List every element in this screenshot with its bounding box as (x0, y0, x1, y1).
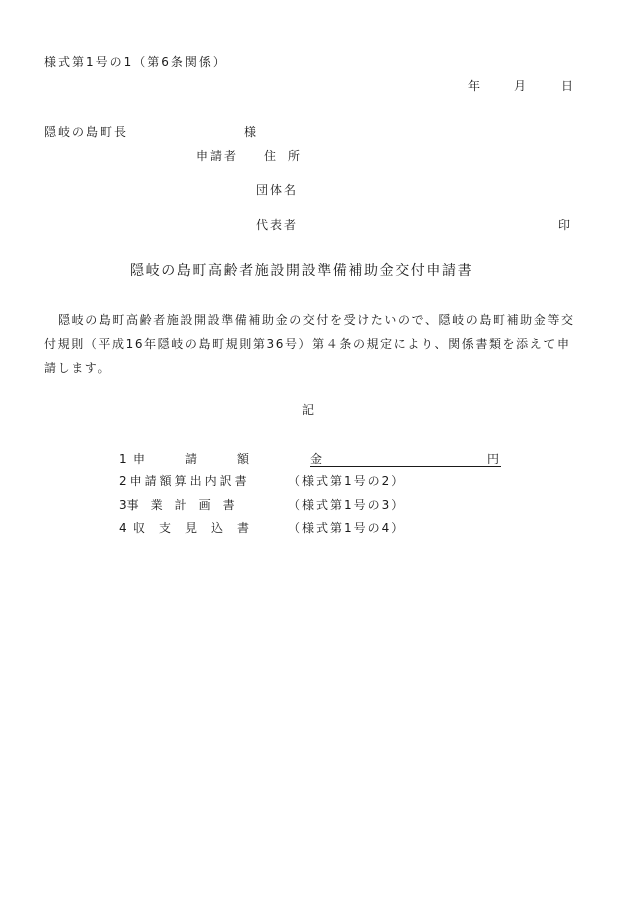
document-title: 隠岐の島町高齢者施設開設準備補助金交付申請書 (130, 263, 474, 279)
seal-label: 印 (558, 218, 571, 232)
item-label-char: 申 (133, 452, 146, 466)
item-breakdown: 2申請額算出内訳書 (119, 474, 250, 488)
item-business-plan: 3事 業 計 画 書 (119, 498, 235, 512)
form-reference: 様式第1号の1（第6条関係） (44, 55, 227, 69)
item-label-char: 請 (185, 452, 198, 466)
addressee-honorific: 様 (244, 125, 257, 139)
item-label-char: 額 (237, 452, 250, 466)
organization-label: 団体名 (256, 183, 299, 197)
representative-label: 代表者 (256, 218, 299, 232)
item-number: 1 (119, 452, 127, 466)
date-day-label: 日 (561, 79, 574, 93)
addressee-name: 隠岐の島町長 (44, 125, 129, 139)
item-number: 4 (119, 521, 127, 535)
item-label-char: 収 (133, 521, 146, 535)
item-label-char: 書 (237, 521, 250, 535)
item-label-char: 見 (185, 521, 198, 535)
applicant-label: 申請者 (196, 149, 239, 163)
address-label: 住 所 (264, 149, 301, 163)
application-body-text: 隠岐の島町高齢者施設開設準備補助金の交付を受けたいので、隠岐の島町補助金等交付規則（平成16年隠岐の島町規則第36号）第４条の規定により、関係書類を添えて申請します。 (44, 313, 575, 375)
item-label-char: 支 (159, 521, 172, 535)
amount-prefix: 金 (310, 452, 323, 466)
amount-field[interactable] (310, 451, 501, 467)
item-requested-amount (119, 451, 249, 467)
amount-suffix: 円 (486, 452, 499, 466)
date-year-label: 年 (468, 79, 481, 93)
ki-label: 記 (302, 403, 315, 417)
item-budget-estimate-reference: （様式第1号の4） (288, 521, 406, 535)
item-budget-estimate (119, 520, 249, 536)
item-business-plan-reference: （様式第1号の3） (288, 498, 406, 512)
item-label-char: 込 (211, 521, 224, 535)
item-breakdown-reference: （様式第1号の2） (288, 474, 406, 488)
date-month-label: 月 (514, 79, 527, 93)
